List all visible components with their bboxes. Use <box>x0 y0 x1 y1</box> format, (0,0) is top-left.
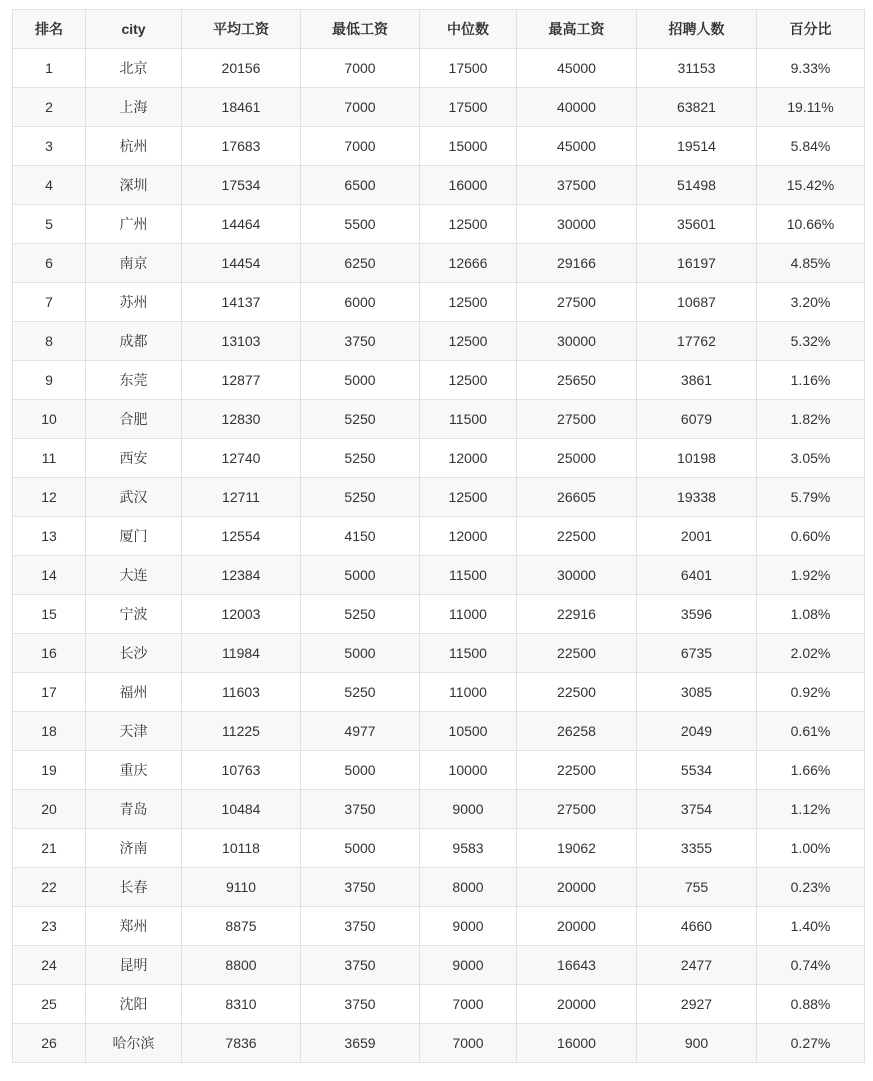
cell-rank: 2 <box>13 88 86 127</box>
cell-rank: 26 <box>13 1024 86 1063</box>
column-header-median: 中位数 <box>420 10 517 49</box>
cell-median: 10000 <box>420 751 517 790</box>
cell-percent: 1.82% <box>757 400 865 439</box>
cell-rank: 24 <box>13 946 86 985</box>
cell-min-salary: 5000 <box>301 751 420 790</box>
cell-avg-salary: 12830 <box>182 400 301 439</box>
cell-max-salary: 19062 <box>517 829 637 868</box>
cell-hires: 6401 <box>637 556 757 595</box>
cell-rank: 3 <box>13 127 86 166</box>
table-row <box>13 790 865 829</box>
cell-hires: 3355 <box>637 829 757 868</box>
cell-median: 11500 <box>420 400 517 439</box>
cell-percent: 1.00% <box>757 829 865 868</box>
cell-max-salary: 22500 <box>517 517 637 556</box>
cell-max-salary: 20000 <box>517 868 637 907</box>
column-header-avg-salary: 平均工资 <box>182 10 301 49</box>
cell-max-salary: 22916 <box>517 595 637 634</box>
cell-median: 15000 <box>420 127 517 166</box>
cell-min-salary: 5500 <box>301 205 420 244</box>
cell-hires: 10198 <box>637 439 757 478</box>
cell-hires: 5534 <box>637 751 757 790</box>
column-header-min-salary: 最低工资 <box>301 10 420 49</box>
table-row <box>13 595 865 634</box>
cell-min-salary: 3750 <box>301 790 420 829</box>
cell-city: 武汉 <box>86 478 182 517</box>
cell-min-salary: 5250 <box>301 595 420 634</box>
cell-city: 杭州 <box>86 127 182 166</box>
cell-percent: 1.40% <box>757 907 865 946</box>
cell-city: 天津 <box>86 712 182 751</box>
cell-avg-salary: 18461 <box>182 88 301 127</box>
cell-hires: 31153 <box>637 49 757 88</box>
cell-city: 南京 <box>86 244 182 283</box>
table-row <box>13 751 865 790</box>
cell-min-salary: 5000 <box>301 634 420 673</box>
table-row <box>13 88 865 127</box>
cell-max-salary: 20000 <box>517 985 637 1024</box>
cell-avg-salary: 12711 <box>182 478 301 517</box>
cell-hires: 3085 <box>637 673 757 712</box>
cell-max-salary: 16643 <box>517 946 637 985</box>
cell-max-salary: 37500 <box>517 166 637 205</box>
cell-percent: 0.60% <box>757 517 865 556</box>
cell-min-salary: 5000 <box>301 361 420 400</box>
cell-avg-salary: 8800 <box>182 946 301 985</box>
cell-avg-salary: 8310 <box>182 985 301 1024</box>
cell-rank: 6 <box>13 244 86 283</box>
cell-avg-salary: 7836 <box>182 1024 301 1063</box>
cell-hires: 3596 <box>637 595 757 634</box>
table-row <box>13 829 865 868</box>
cell-percent: 5.32% <box>757 322 865 361</box>
cell-avg-salary: 14464 <box>182 205 301 244</box>
cell-avg-salary: 17534 <box>182 166 301 205</box>
cell-median: 11000 <box>420 673 517 712</box>
cell-hires: 17762 <box>637 322 757 361</box>
cell-min-salary: 6250 <box>301 244 420 283</box>
cell-avg-salary: 13103 <box>182 322 301 361</box>
cell-median: 12500 <box>420 478 517 517</box>
cell-hires: 63821 <box>637 88 757 127</box>
cell-min-salary: 5000 <box>301 829 420 868</box>
cell-max-salary: 45000 <box>517 49 637 88</box>
salary-table-container <box>12 9 864 1063</box>
cell-rank: 9 <box>13 361 86 400</box>
cell-city: 成都 <box>86 322 182 361</box>
cell-avg-salary: 14454 <box>182 244 301 283</box>
cell-hires: 10687 <box>637 283 757 322</box>
cell-city: 青岛 <box>86 790 182 829</box>
table-row <box>13 205 865 244</box>
cell-max-salary: 20000 <box>517 907 637 946</box>
cell-median: 12500 <box>420 205 517 244</box>
cell-max-salary: 27500 <box>517 790 637 829</box>
cell-min-salary: 7000 <box>301 127 420 166</box>
cell-max-salary: 40000 <box>517 88 637 127</box>
cell-percent: 1.92% <box>757 556 865 595</box>
cell-city: 苏州 <box>86 283 182 322</box>
cell-max-salary: 25650 <box>517 361 637 400</box>
cell-avg-salary: 12740 <box>182 439 301 478</box>
cell-percent: 4.85% <box>757 244 865 283</box>
cell-avg-salary: 9110 <box>182 868 301 907</box>
cell-median: 12000 <box>420 439 517 478</box>
cell-city: 长春 <box>86 868 182 907</box>
cell-avg-salary: 8875 <box>182 907 301 946</box>
column-header-city: city <box>86 10 182 49</box>
cell-max-salary: 30000 <box>517 322 637 361</box>
cell-max-salary: 29166 <box>517 244 637 283</box>
cell-rank: 23 <box>13 907 86 946</box>
cell-min-salary: 4977 <box>301 712 420 751</box>
table-row <box>13 244 865 283</box>
cell-rank: 19 <box>13 751 86 790</box>
cell-avg-salary: 10118 <box>182 829 301 868</box>
table-row <box>13 478 865 517</box>
cell-percent: 1.66% <box>757 751 865 790</box>
table-row <box>13 322 865 361</box>
cell-city: 厦门 <box>86 517 182 556</box>
cell-city: 深圳 <box>86 166 182 205</box>
cell-avg-salary: 11984 <box>182 634 301 673</box>
table-row <box>13 127 865 166</box>
cell-percent: 9.33% <box>757 49 865 88</box>
cell-avg-salary: 10763 <box>182 751 301 790</box>
cell-percent: 0.61% <box>757 712 865 751</box>
cell-hires: 2049 <box>637 712 757 751</box>
cell-min-salary: 5250 <box>301 439 420 478</box>
cell-median: 8000 <box>420 868 517 907</box>
cell-rank: 17 <box>13 673 86 712</box>
cell-percent: 1.12% <box>757 790 865 829</box>
cell-median: 11500 <box>420 556 517 595</box>
cell-avg-salary: 17683 <box>182 127 301 166</box>
table-row <box>13 1024 865 1063</box>
table-row <box>13 166 865 205</box>
cell-min-salary: 3750 <box>301 946 420 985</box>
cell-percent: 0.74% <box>757 946 865 985</box>
cell-hires: 16197 <box>637 244 757 283</box>
cell-min-salary: 5250 <box>301 673 420 712</box>
cell-hires: 2477 <box>637 946 757 985</box>
cell-median: 10500 <box>420 712 517 751</box>
cell-max-salary: 22500 <box>517 673 637 712</box>
cell-percent: 1.08% <box>757 595 865 634</box>
cell-city: 长沙 <box>86 634 182 673</box>
cell-hires: 6079 <box>637 400 757 439</box>
cell-max-salary: 22500 <box>517 751 637 790</box>
cell-max-salary: 22500 <box>517 634 637 673</box>
table-row <box>13 868 865 907</box>
cell-hires: 51498 <box>637 166 757 205</box>
cell-min-salary: 7000 <box>301 49 420 88</box>
cell-rank: 18 <box>13 712 86 751</box>
cell-rank: 16 <box>13 634 86 673</box>
table-row <box>13 361 865 400</box>
table-row <box>13 283 865 322</box>
cell-percent: 15.42% <box>757 166 865 205</box>
cell-hires: 2927 <box>637 985 757 1024</box>
cell-rank: 13 <box>13 517 86 556</box>
cell-avg-salary: 11225 <box>182 712 301 751</box>
cell-rank: 11 <box>13 439 86 478</box>
cell-min-salary: 7000 <box>301 88 420 127</box>
cell-median: 12000 <box>420 517 517 556</box>
cell-avg-salary: 12554 <box>182 517 301 556</box>
cell-city: 广州 <box>86 205 182 244</box>
cell-hires: 6735 <box>637 634 757 673</box>
cell-max-salary: 25000 <box>517 439 637 478</box>
cell-median: 12500 <box>420 361 517 400</box>
cell-rank: 1 <box>13 49 86 88</box>
cell-hires: 19338 <box>637 478 757 517</box>
cell-city: 郑州 <box>86 907 182 946</box>
cell-percent: 5.79% <box>757 478 865 517</box>
table-body <box>13 49 865 1063</box>
cell-rank: 22 <box>13 868 86 907</box>
table-row <box>13 439 865 478</box>
cell-max-salary: 26605 <box>517 478 637 517</box>
cell-median: 9583 <box>420 829 517 868</box>
cell-min-salary: 6000 <box>301 283 420 322</box>
cell-max-salary: 30000 <box>517 205 637 244</box>
cell-hires: 3861 <box>637 361 757 400</box>
cell-percent: 3.20% <box>757 283 865 322</box>
cell-median: 16000 <box>420 166 517 205</box>
salary-table <box>12 9 865 1063</box>
cell-percent: 0.92% <box>757 673 865 712</box>
cell-percent: 2.02% <box>757 634 865 673</box>
cell-rank: 25 <box>13 985 86 1024</box>
cell-max-salary: 16000 <box>517 1024 637 1063</box>
cell-avg-salary: 10484 <box>182 790 301 829</box>
cell-median: 11500 <box>420 634 517 673</box>
cell-median: 7000 <box>420 1024 517 1063</box>
cell-hires: 2001 <box>637 517 757 556</box>
cell-max-salary: 26258 <box>517 712 637 751</box>
cell-min-salary: 6500 <box>301 166 420 205</box>
cell-max-salary: 27500 <box>517 400 637 439</box>
cell-max-salary: 30000 <box>517 556 637 595</box>
cell-avg-salary: 12003 <box>182 595 301 634</box>
cell-median: 7000 <box>420 985 517 1024</box>
table-row <box>13 712 865 751</box>
cell-rank: 12 <box>13 478 86 517</box>
cell-rank: 4 <box>13 166 86 205</box>
cell-median: 12500 <box>420 322 517 361</box>
column-header-max-salary: 最高工资 <box>517 10 637 49</box>
cell-hires: 19514 <box>637 127 757 166</box>
table-row <box>13 907 865 946</box>
cell-city: 哈尔滨 <box>86 1024 182 1063</box>
cell-min-salary: 5000 <box>301 556 420 595</box>
table-row <box>13 673 865 712</box>
cell-city: 东莞 <box>86 361 182 400</box>
cell-rank: 14 <box>13 556 86 595</box>
cell-city: 昆明 <box>86 946 182 985</box>
cell-percent: 0.27% <box>757 1024 865 1063</box>
cell-avg-salary: 14137 <box>182 283 301 322</box>
cell-city: 大连 <box>86 556 182 595</box>
cell-rank: 7 <box>13 283 86 322</box>
cell-city: 福州 <box>86 673 182 712</box>
cell-percent: 3.05% <box>757 439 865 478</box>
cell-min-salary: 3659 <box>301 1024 420 1063</box>
cell-city: 宁波 <box>86 595 182 634</box>
cell-median: 12500 <box>420 283 517 322</box>
cell-percent: 1.16% <box>757 361 865 400</box>
table-row <box>13 946 865 985</box>
cell-city: 西安 <box>86 439 182 478</box>
cell-rank: 20 <box>13 790 86 829</box>
cell-min-salary: 3750 <box>301 907 420 946</box>
cell-rank: 10 <box>13 400 86 439</box>
cell-min-salary: 5250 <box>301 478 420 517</box>
cell-city: 合肥 <box>86 400 182 439</box>
table-row <box>13 634 865 673</box>
cell-rank: 8 <box>13 322 86 361</box>
cell-percent: 10.66% <box>757 205 865 244</box>
column-header-rank: 排名 <box>13 10 86 49</box>
cell-percent: 19.11% <box>757 88 865 127</box>
cell-avg-salary: 11603 <box>182 673 301 712</box>
table-row <box>13 400 865 439</box>
cell-city: 重庆 <box>86 751 182 790</box>
column-header-percent: 百分比 <box>757 10 865 49</box>
cell-avg-salary: 12877 <box>182 361 301 400</box>
cell-hires: 900 <box>637 1024 757 1063</box>
cell-rank: 21 <box>13 829 86 868</box>
cell-min-salary: 3750 <box>301 322 420 361</box>
cell-percent: 5.84% <box>757 127 865 166</box>
cell-avg-salary: 12384 <box>182 556 301 595</box>
cell-median: 9000 <box>420 790 517 829</box>
cell-min-salary: 4150 <box>301 517 420 556</box>
cell-city: 济南 <box>86 829 182 868</box>
cell-hires: 755 <box>637 868 757 907</box>
cell-hires: 4660 <box>637 907 757 946</box>
cell-city: 上海 <box>86 88 182 127</box>
table-row <box>13 517 865 556</box>
cell-max-salary: 45000 <box>517 127 637 166</box>
cell-percent: 0.88% <box>757 985 865 1024</box>
table-row <box>13 49 865 88</box>
cell-avg-salary: 20156 <box>182 49 301 88</box>
cell-max-salary: 27500 <box>517 283 637 322</box>
cell-percent: 0.23% <box>757 868 865 907</box>
cell-city: 北京 <box>86 49 182 88</box>
cell-min-salary: 3750 <box>301 868 420 907</box>
cell-median: 9000 <box>420 946 517 985</box>
cell-median: 11000 <box>420 595 517 634</box>
cell-rank: 5 <box>13 205 86 244</box>
cell-hires: 35601 <box>637 205 757 244</box>
header-row <box>13 10 865 49</box>
cell-city: 沈阳 <box>86 985 182 1024</box>
cell-hires: 3754 <box>637 790 757 829</box>
column-header-hires: 招聘人数 <box>637 10 757 49</box>
table-header <box>13 10 865 49</box>
cell-min-salary: 5250 <box>301 400 420 439</box>
cell-min-salary: 3750 <box>301 985 420 1024</box>
cell-median: 17500 <box>420 88 517 127</box>
cell-median: 9000 <box>420 907 517 946</box>
cell-median: 17500 <box>420 49 517 88</box>
cell-median: 12666 <box>420 244 517 283</box>
cell-rank: 15 <box>13 595 86 634</box>
table-row <box>13 556 865 595</box>
table-row <box>13 985 865 1024</box>
